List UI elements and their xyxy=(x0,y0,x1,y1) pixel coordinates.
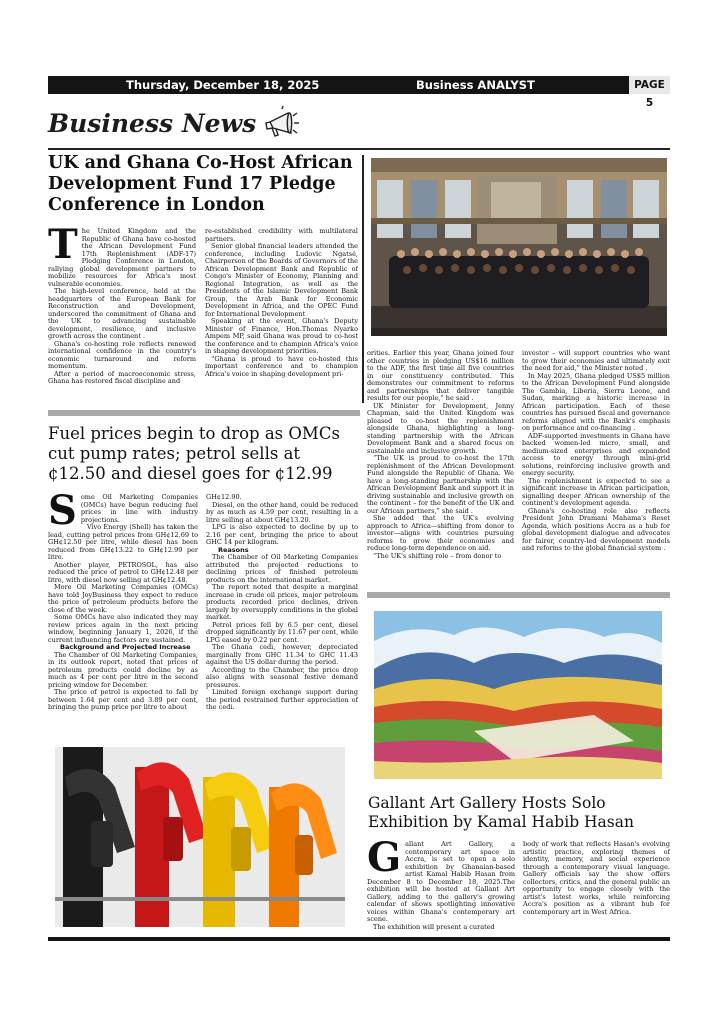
landscape-painting-photo xyxy=(374,611,662,779)
megaphone-icon xyxy=(258,106,300,140)
article1-column-1 xyxy=(48,228,196,404)
paragraph: ADF-supported investments in Ghana have backed women-led micro, small, and medium-sized enterprises and expanded access to energy through mini-grid solutions, reinforcing inclusive growth and energy security. xyxy=(522,431,670,477)
page-number: PAGE 5 xyxy=(626,76,670,94)
article2-column-1 xyxy=(48,494,198,740)
page-header-bar xyxy=(48,76,670,109)
divider-band xyxy=(48,410,360,416)
paragraph: ome Oil Marketing Companies (OMCs) have begun reducing fuel prices in line with industry projections. xyxy=(80,494,198,524)
paragraph: Vivo Energy (Shell) has taken the lead, cutting petrol prices from GH¢12.69 to GH¢12.50 per litre, while diesel has been reduced from GH¢13.22 to GH¢12.99 per litre. xyxy=(48,523,198,561)
dropcap: S xyxy=(48,494,77,534)
paragraph: “Ghana is proud to have co-hosted this important conference and to champion Africa's voice in shaping development pri- xyxy=(205,354,358,378)
paragraph: The replenishment is expected to see a significant increase in African participation, signalling deeper African ownership of the continent's development agenda. xyxy=(522,476,670,507)
paragraph: She added that the UK's evolving approach to Africa—shifting from donor to investor—aligns with countries pursuing reforms to grow their economies and reduce long-term dependence on aid. xyxy=(367,514,514,552)
column-rule xyxy=(362,155,364,403)
paragraph: The Chamber of Oil Marketing Companies, in its outlook report, noted that prices of petroleum products could decline by as much as 4 per cent per litre in the second pricing window for December. xyxy=(48,650,198,689)
paragraph: Speaking at the event, Ghana's Deputy Minister of Finance, Hon.Thomas Nyarko Ampem MP, said Ghana was proud to co-host the conference and to champion Africa's voice in shaping development priorities. xyxy=(205,317,358,355)
article-headline-fuel-prices: Fuel prices begin to drop as OMCs cut pump rates; petrol sells at ¢12.50 and diesel goes for ¢12.99 xyxy=(48,424,340,483)
article-headline-art-gallery: Gallant Art Gallery Hosts Solo Exhibition by Kamal Habib Hasan xyxy=(368,794,634,831)
article3-column-1 xyxy=(367,841,515,931)
article2-column-2 xyxy=(206,494,358,740)
article1-column-4 xyxy=(522,350,670,590)
paragraph: Limited foreign exchange support during the period restrained further appreciation of the cedi. xyxy=(206,688,358,711)
fuel-nozzles-photo xyxy=(55,747,345,927)
subheading: Background and Projected Increase xyxy=(60,643,191,651)
article1-column-2 xyxy=(205,228,358,404)
section-rule xyxy=(48,148,670,150)
paragraph: Senior global financial leaders attended the conference, including Ludovic Ngatsé, Chairperson of the Boards of Governors of the African Development Bank and Republic of Congo's Minister of Economy, Planning and Regional Integration, as well as the Presidents of the Islamic Development Bank Group, the Arab Bank for Economic Development in Africa, and the OPEC Fund for International Development xyxy=(205,242,358,318)
bottom-rule xyxy=(48,937,670,941)
paragraph: re-established credibility with multilateral partners. xyxy=(205,228,358,243)
paragraph: body of work that reflects Hasan's evolving artistic practice, exploring themes of identity, memory, and social experience through a contemporary visual language. Gallery officials say the show offers collectors, critics, and the general public an opportunity to engage closely with the artist's latest works, while reinforcing Accra's position as a vibrant hub for contemporary art in West Africa. xyxy=(523,841,670,916)
dropcap: G xyxy=(367,841,402,881)
paragraph: orities. Earlier this year, Ghana joined four other countries in pledging US$16 million to the ADF, the first time all five countries in our constituency contributed. This demonstrates our commitment to reforms and partnerships that deliver tangible results for our people,” he said . xyxy=(367,350,514,402)
paragraph: Ghana's co-hosting role reflects renewed international confidence in the country's economic turnaround and reform momentum. xyxy=(48,339,196,370)
paragraph: The report noted that despite a marginal increase in crude oil prices, major petroleum products recorded price declines, driven largely by oversupply conditions in the global market. xyxy=(206,583,358,621)
paragraph: The exhibition will present a curated xyxy=(373,922,495,931)
article3-column-2 xyxy=(523,841,670,931)
paragraph: he United Kingdom and the Republic of Ghana have co-hosted the African Development Fund 17th Replenishment (ADF-17) Pledging Conference in London, rallying global development partners to mobilize resources for Africa's most vulnerable economies. xyxy=(48,228,196,288)
paragraph: Some OMCs have also indicated they may review prices again in the next pricing window, beginning January 1, 2026, if the current influencing factors are sustained. xyxy=(48,613,198,644)
paragraph: Another player, PETROSOL, has also reduced the price of petrol to GH¢12.48 per litre, with diesel now selling at GH¢12.48. xyxy=(48,560,198,584)
paragraph: More Oil Marketing Companies (OMCs) have told JoyBusiness they expect to reduce the price of petroleum products before the close of the week. xyxy=(48,583,198,614)
paragraph: In May 2025, Ghana pledged US$5 million to the African Development Fund alongside The Gambia, Liberia, Sierra Leone, and Sudan, marking a historic increase in African participation. Each of these countries has pursued fiscal and governance reforms aligned with the Bank's emphasis on performance and co-financing . xyxy=(522,371,670,432)
article1-column-3 xyxy=(367,350,514,590)
paragraph: LPG is also expected to decline by up to 2.16 per cent, bringing the price to about GHC 14 per kilogram. xyxy=(206,523,358,546)
paragraph: allant Art Gallery, a contemporary art space in Accra, is set to open a solo exhibition by Ghanaian-based artist Kamal Habib Hasan from December 8 to December 18, 2025.The exhibition will be hosted at Gallant Art Gallery, adding to the gallery's growing calendar of shows spotlighting innovative voices within Ghana's contemporary art scene. xyxy=(367,841,515,923)
publication-name: Business ANALYST xyxy=(416,78,535,92)
paragraph: According to the Chamber, the price drop also aligns with seasonal festive demand pressures. xyxy=(206,665,358,689)
paragraph: “The UK's shifting role – from donor to xyxy=(373,551,502,560)
paragraph: UK Minister for Development, Jenny Chapman, said the United Kingdom was pleased to co-host the replenishment alongside Ghana, highlighting a long-standing partnership with the African Development Bank and a shared focus on sustainable and inclusive growth. xyxy=(367,401,514,455)
paragraph: GH¢12.90. xyxy=(206,494,242,501)
issue-date: Thursday, December 18, 2025 xyxy=(126,78,320,92)
paragraph: investor – will support countries who want to grow their economies and ultimately exit the need for aid,” the Minister noted . xyxy=(522,350,670,372)
paragraph: The Chamber of Oil Marketing Companies attributed the projected reductions to declining prices of finished petroleum products on the international market. xyxy=(206,553,358,584)
paragraph: Ghana's co-hosting role also reflects President John Dramani Mahama's Reset Agenda, which positions Accra as a hub for global development dialogue and advocates for fairer, country-led development models and reforms to the global financial system . xyxy=(522,506,670,552)
subheading: Reasons xyxy=(218,545,249,554)
paragraph: Diesel, on the other hand, could be reduced by as much as 4.59 per cent, resulting in a litre selling at about GH¢13.20. xyxy=(206,500,358,524)
conference-group-photo xyxy=(371,158,667,336)
dropcap: T xyxy=(48,228,78,268)
paragraph: After a period of macroeconomic stress, Ghana has restored fiscal discipline and xyxy=(48,369,196,385)
paragraph: The price of petrol is expected to fall by between 1.64 per cent and 3.89 per cent, bringing the pump price per litre to about xyxy=(48,688,198,711)
divider-band xyxy=(367,592,670,598)
paragraph: The Ghana cedi, however, depreciated marginally from GHC 11.34 to GHC 11.43 against the US dollar during the period. xyxy=(206,643,358,666)
article-headline-adf17: UK and Ghana Co-Host African Development Fund 17 Pledge Conference in London xyxy=(48,153,353,215)
paragraph: Petrol prices fell by 6.5 per cent, diesel dropped significantly by 11.67 per cent, while LPG eased by 0.22 per cent. xyxy=(206,620,358,644)
paragraph: “The UK is proud to co-host the 17th replenishment of the African Development Fund alongside the Republic of Ghana. We have a long-standing partnership with the African Development Bank and support it in driving sustainable and inclusive growth on the continent – for the benefit of the UK and our African partners,” she said . xyxy=(367,454,514,515)
section-title: Business News xyxy=(48,109,257,138)
paragraph: The high-level conference, held at the headquarters of the European Bank for Reconstruction and Development, underscored the commitment of Ghana and the UK to advancing sustainable development, resilience, and inclusive growth across the continent . xyxy=(48,287,196,340)
